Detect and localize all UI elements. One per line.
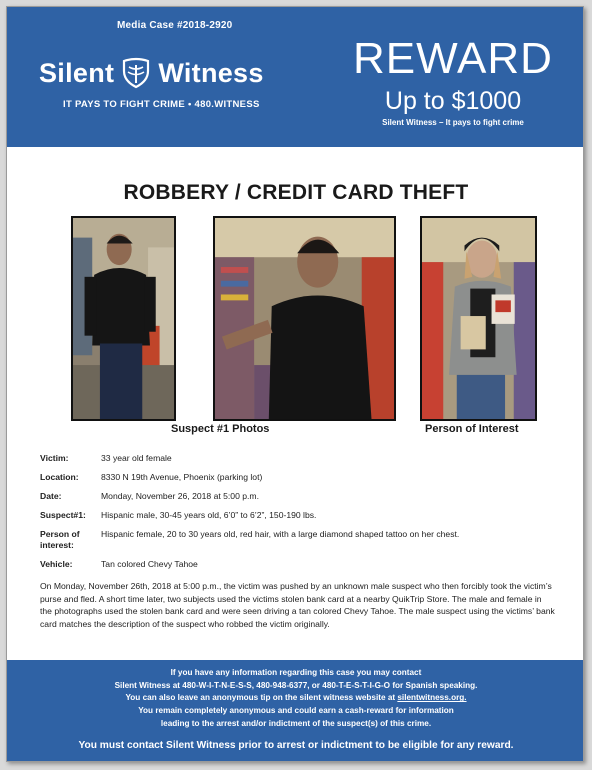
detail-row-victim <box>40 453 560 464</box>
detail-row-suspect <box>40 510 560 521</box>
footer-eligibility-notice: You must contact Silent Witness prior to arrest or indictment to be eligible for any reward. <box>78 740 514 751</box>
detail-label: Suspect#1: <box>40 510 86 520</box>
detail-row-location <box>40 472 560 483</box>
footer-line: leading to the arrest and/or indictment of the suspect(s) of this crime. <box>160 718 432 728</box>
detail-label: Location: <box>40 472 79 482</box>
footer-line: Silent Witness at 480-W-I-T-N-E-S-S, 480-948-6377, or 480-T-E-S-T-I-G-O for Spanish speaking. <box>114 680 478 690</box>
footer-line <box>7 692 584 705</box>
footer-text <box>7 660 584 731</box>
suspect-photo-2 <box>213 216 396 421</box>
logo-text-left: Silent <box>39 57 115 88</box>
case-title: ROBBERY / CREDIT CARD THEFT <box>123 181 469 204</box>
person-of-interest-photo <box>420 216 537 421</box>
detail-value: Hispanic female, 20 to 30 years old, red hair, with a large diamond shaped tattoo on her chest. <box>101 529 460 539</box>
flyer-page <box>6 6 584 762</box>
case-narrative: On Monday, November 26th, 2018 at 5:00 p.m., the victim was pushed by an unknown male suspect who then forcibly took the victim’s purse and fled. A short time later, two subjects used the victims stolen bank card at a nearby QuikTrip Store. The male and female in the photographs used the stolen bank card and were seen driving a tan colored Chevy Tahoe. The male suspect using the victims’ bank card matches the description of the suspect who robbed the victim originally. <box>40 581 555 629</box>
tagline: IT PAYS TO FIGHT CRIME • 480.WITNESS <box>63 99 260 110</box>
silent-witness-logo <box>39 57 264 89</box>
detail-label: Person of interest: <box>40 529 80 550</box>
person-of-interest-caption: Person of Interest <box>425 423 519 435</box>
reward-amount: Up to $1000 <box>384 87 522 115</box>
detail-label: Victim: <box>40 453 69 463</box>
footer-banner <box>7 660 584 762</box>
case-details <box>40 453 560 578</box>
detail-value: Monday, November 26, 2018 at 5:00 p.m. <box>101 491 259 501</box>
detail-row-date <box>40 491 560 502</box>
header-banner <box>7 7 584 147</box>
media-case-number: Media Case #2018-2920 <box>117 20 233 31</box>
shield-icon <box>118 57 154 89</box>
footer-line-prefix: You can also leave an anonymous tip on the silent witness website at <box>125 693 398 703</box>
footer-line: If you have any information regarding this case you may contact <box>170 668 422 677</box>
detail-value: Tan colored Chevy Tahoe <box>101 559 198 569</box>
footer-line: You remain completely anonymous and could earn a cash-reward for information <box>138 706 454 716</box>
website-link[interactable]: silentwitness.org. <box>397 693 467 703</box>
suspect-photo-1 <box>71 216 176 421</box>
reward-title: REWARD <box>353 34 553 83</box>
detail-value: 8330 N 19th Avenue, Phoenix (parking lot) <box>101 472 263 482</box>
detail-row-vehicle <box>40 559 560 570</box>
detail-label: Date: <box>40 491 62 501</box>
reward-subtitle: Silent Witness – It pays to fight crime <box>382 118 524 127</box>
detail-value: 33 year old female <box>101 453 172 463</box>
detail-value: Hispanic male, 30-45 years old, 6’0” to 6’2”, 150-190 lbs. <box>101 510 317 520</box>
detail-label: Vehicle: <box>40 559 73 569</box>
detail-row-person-of-interest <box>40 529 560 551</box>
suspect-photos-caption: Suspect #1 Photos <box>171 423 270 435</box>
logo-text-right: Witness <box>158 57 264 88</box>
